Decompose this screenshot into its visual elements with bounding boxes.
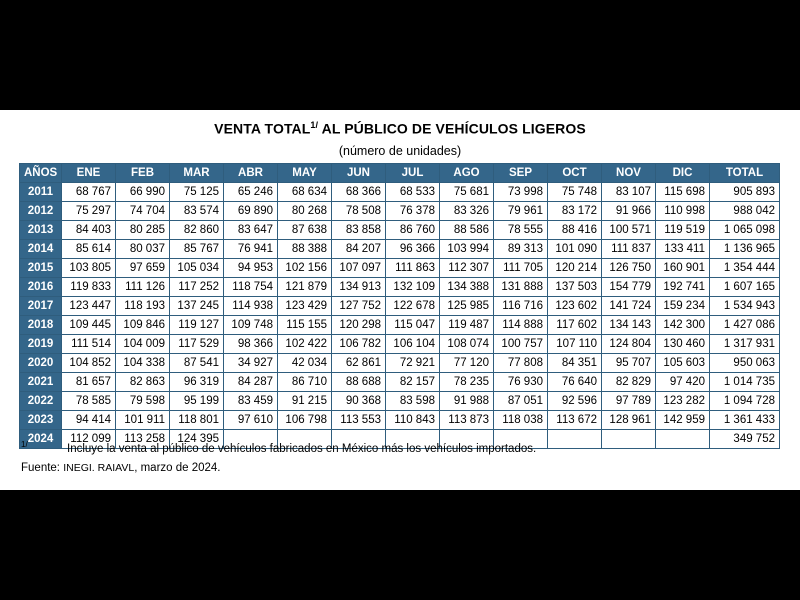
value-cell: 116 716 <box>494 297 548 316</box>
table-row <box>20 411 780 430</box>
value-cell: 115 155 <box>278 316 332 335</box>
column-header: ENE <box>62 164 116 183</box>
value-cell: 1 361 433 <box>710 411 780 430</box>
value-cell: 106 782 <box>332 335 386 354</box>
value-cell: 1 094 728 <box>710 392 780 411</box>
value-cell: 119 833 <box>62 278 116 297</box>
value-cell: 112 099 <box>62 430 116 449</box>
value-cell: 111 705 <box>494 259 548 278</box>
value-cell: 123 447 <box>62 297 116 316</box>
value-cell: 113 258 <box>116 430 170 449</box>
column-header: TOTAL <box>710 164 780 183</box>
value-cell: 75 681 <box>440 183 494 202</box>
value-cell: 119 487 <box>440 316 494 335</box>
table-row <box>20 392 780 411</box>
value-cell: 87 638 <box>278 221 332 240</box>
value-cell: 160 901 <box>656 259 710 278</box>
value-cell: 119 519 <box>656 221 710 240</box>
value-cell: 102 156 <box>278 259 332 278</box>
value-cell: 78 585 <box>62 392 116 411</box>
value-cell: 80 285 <box>116 221 170 240</box>
value-cell: 115 698 <box>656 183 710 202</box>
value-cell: 104 009 <box>116 335 170 354</box>
value-cell: 76 930 <box>494 373 548 392</box>
source-date: , marzo de 2024. <box>134 462 221 474</box>
value-cell: 103 994 <box>440 240 494 259</box>
value-cell: 88 688 <box>332 373 386 392</box>
value-cell: 111 837 <box>602 240 656 259</box>
footnote-mark: 1/ <box>21 440 28 449</box>
column-header: JUN <box>332 164 386 183</box>
value-cell: 127 752 <box>332 297 386 316</box>
value-cell: 81 657 <box>62 373 116 392</box>
table-row <box>20 183 780 202</box>
value-cell: 123 429 <box>278 297 332 316</box>
value-cell: 118 193 <box>116 297 170 316</box>
value-cell: 1 354 444 <box>710 259 780 278</box>
value-cell: 92 596 <box>548 392 602 411</box>
value-cell: 69 890 <box>224 202 278 221</box>
value-cell: 104 852 <box>62 354 116 373</box>
value-cell: 154 779 <box>602 278 656 297</box>
value-cell: 65 246 <box>224 183 278 202</box>
value-cell: 87 051 <box>494 392 548 411</box>
value-cell: 68 533 <box>386 183 440 202</box>
value-cell: 83 172 <box>548 202 602 221</box>
value-cell: 83 574 <box>170 202 224 221</box>
value-cell: 1 065 098 <box>710 221 780 240</box>
table-row <box>20 335 780 354</box>
column-header: AGO <box>440 164 494 183</box>
sales-table <box>19 163 780 449</box>
value-cell <box>548 430 602 449</box>
value-cell: 134 388 <box>440 278 494 297</box>
value-cell: 137 503 <box>548 278 602 297</box>
value-cell: 68 366 <box>332 183 386 202</box>
value-cell: 128 961 <box>602 411 656 430</box>
year-cell: 2019 <box>20 335 62 354</box>
value-cell: 1 317 931 <box>710 335 780 354</box>
value-cell: 118 754 <box>224 278 278 297</box>
value-cell: 109 846 <box>116 316 170 335</box>
value-cell: 66 990 <box>116 183 170 202</box>
source-org: INEGI. RAIAVL <box>63 462 135 474</box>
column-header: MAR <box>170 164 224 183</box>
value-cell: 97 610 <box>224 411 278 430</box>
year-cell: 2023 <box>20 411 62 430</box>
year-cell: 2024 <box>20 430 62 449</box>
value-cell: 96 366 <box>386 240 440 259</box>
value-cell: 124 395 <box>170 430 224 449</box>
value-cell: 76 941 <box>224 240 278 259</box>
year-cell: 2021 <box>20 373 62 392</box>
value-cell: 90 368 <box>332 392 386 411</box>
value-cell <box>656 430 710 449</box>
table-row <box>20 373 780 392</box>
value-cell: 131 888 <box>494 278 548 297</box>
value-cell: 121 879 <box>278 278 332 297</box>
value-cell: 74 704 <box>116 202 170 221</box>
value-cell: 126 750 <box>602 259 656 278</box>
source-label: Fuente: <box>21 462 64 474</box>
value-cell: 123 602 <box>548 297 602 316</box>
year-cell: 2017 <box>20 297 62 316</box>
column-header: MAY <box>278 164 332 183</box>
column-header: ABR <box>224 164 278 183</box>
table-row <box>20 221 780 240</box>
value-cell: 100 757 <box>494 335 548 354</box>
table-title <box>0 120 800 137</box>
document-sheet <box>0 110 800 490</box>
value-cell: 96 319 <box>170 373 224 392</box>
value-cell: 68 634 <box>278 183 332 202</box>
value-cell: 83 459 <box>224 392 278 411</box>
value-cell: 77 120 <box>440 354 494 373</box>
year-cell: 2020 <box>20 354 62 373</box>
value-cell: 117 252 <box>170 278 224 297</box>
value-cell: 88 388 <box>278 240 332 259</box>
value-cell: 97 420 <box>656 373 710 392</box>
column-header: OCT <box>548 164 602 183</box>
value-cell: 349 752 <box>710 430 780 449</box>
value-cell: 95 707 <box>602 354 656 373</box>
value-cell: 117 602 <box>548 316 602 335</box>
value-cell: 75 125 <box>170 183 224 202</box>
year-cell: 2011 <box>20 183 62 202</box>
value-cell: 950 063 <box>710 354 780 373</box>
value-cell: 80 037 <box>116 240 170 259</box>
value-cell: 1 427 086 <box>710 316 780 335</box>
value-cell: 905 893 <box>710 183 780 202</box>
table-row <box>20 278 780 297</box>
value-cell: 134 143 <box>602 316 656 335</box>
value-cell: 988 042 <box>710 202 780 221</box>
value-cell: 34 927 <box>224 354 278 373</box>
value-cell: 83 107 <box>602 183 656 202</box>
value-cell: 114 888 <box>494 316 548 335</box>
year-cell: 2012 <box>20 202 62 221</box>
value-cell: 113 873 <box>440 411 494 430</box>
value-cell: 89 313 <box>494 240 548 259</box>
value-cell: 102 422 <box>278 335 332 354</box>
table-row <box>20 202 780 221</box>
value-cell: 134 913 <box>332 278 386 297</box>
value-cell: 104 338 <box>116 354 170 373</box>
value-cell: 106 104 <box>386 335 440 354</box>
title-footnote-mark: 1/ <box>310 120 319 130</box>
value-cell: 111 863 <box>386 259 440 278</box>
value-cell: 132 109 <box>386 278 440 297</box>
value-cell: 86 710 <box>278 373 332 392</box>
value-cell: 120 298 <box>332 316 386 335</box>
value-cell: 142 959 <box>656 411 710 430</box>
value-cell: 72 921 <box>386 354 440 373</box>
value-cell: 107 097 <box>332 259 386 278</box>
value-cell: 106 798 <box>278 411 332 430</box>
footnote-text: Incluye la venta al público de vehículos fabricados en México más los vehículos importados. <box>67 443 537 455</box>
value-cell: 84 351 <box>548 354 602 373</box>
value-cell: 88 416 <box>548 221 602 240</box>
value-cell: 91 988 <box>440 392 494 411</box>
value-cell: 142 300 <box>656 316 710 335</box>
value-cell: 83 647 <box>224 221 278 240</box>
year-cell: 2016 <box>20 278 62 297</box>
value-cell: 82 860 <box>170 221 224 240</box>
value-cell: 42 034 <box>278 354 332 373</box>
column-header: JUL <box>386 164 440 183</box>
title-rest: AL PÚBLICO DE VEHÍCULOS LIGEROS <box>318 120 586 137</box>
value-cell: 97 789 <box>602 392 656 411</box>
column-header: FEB <box>116 164 170 183</box>
value-cell: 122 678 <box>386 297 440 316</box>
year-cell: 2013 <box>20 221 62 240</box>
column-header: DIC <box>656 164 710 183</box>
table-body <box>20 183 780 449</box>
value-cell: 100 571 <box>602 221 656 240</box>
value-cell: 112 307 <box>440 259 494 278</box>
value-cell: 1 014 735 <box>710 373 780 392</box>
value-cell: 80 268 <box>278 202 332 221</box>
value-cell: 98 366 <box>224 335 278 354</box>
table-subtitle: (número de unidades) <box>338 144 462 158</box>
year-cell: 2022 <box>20 392 62 411</box>
value-cell: 78 555 <box>494 221 548 240</box>
value-cell: 1 136 965 <box>710 240 780 259</box>
value-cell: 141 724 <box>602 297 656 316</box>
value-cell: 101 090 <box>548 240 602 259</box>
value-cell: 109 445 <box>62 316 116 335</box>
value-cell: 75 748 <box>548 183 602 202</box>
table-row <box>20 297 780 316</box>
value-cell: 73 998 <box>494 183 548 202</box>
value-cell: 75 297 <box>62 202 116 221</box>
value-cell: 137 245 <box>170 297 224 316</box>
value-cell: 85 614 <box>62 240 116 259</box>
table-row <box>20 316 780 335</box>
table-row <box>20 240 780 259</box>
value-cell: 107 110 <box>548 335 602 354</box>
value-cell: 68 767 <box>62 183 116 202</box>
title-main: VENTA TOTAL <box>214 120 311 137</box>
value-cell: 130 460 <box>656 335 710 354</box>
value-cell: 159 234 <box>656 297 710 316</box>
value-cell: 82 829 <box>602 373 656 392</box>
table-row <box>20 259 780 278</box>
value-cell: 192 741 <box>656 278 710 297</box>
value-cell: 119 127 <box>170 316 224 335</box>
value-cell: 118 801 <box>170 411 224 430</box>
value-cell: 109 748 <box>224 316 278 335</box>
value-cell: 94 953 <box>224 259 278 278</box>
value-cell: 78 508 <box>332 202 386 221</box>
value-cell: 105 034 <box>170 259 224 278</box>
value-cell: 110 998 <box>656 202 710 221</box>
header-row <box>20 164 780 183</box>
value-cell: 1 607 165 <box>710 278 780 297</box>
value-cell: 82 863 <box>116 373 170 392</box>
value-cell: 124 804 <box>602 335 656 354</box>
value-cell <box>602 430 656 449</box>
value-cell: 86 760 <box>386 221 440 240</box>
value-cell: 84 207 <box>332 240 386 259</box>
value-cell: 76 640 <box>548 373 602 392</box>
value-cell: 113 672 <box>548 411 602 430</box>
value-cell: 91 215 <box>278 392 332 411</box>
value-cell: 97 659 <box>116 259 170 278</box>
value-cell: 118 038 <box>494 411 548 430</box>
value-cell: 84 403 <box>62 221 116 240</box>
value-cell: 1 534 943 <box>710 297 780 316</box>
value-cell: 123 282 <box>656 392 710 411</box>
value-cell: 115 047 <box>386 316 440 335</box>
value-cell: 82 157 <box>386 373 440 392</box>
value-cell: 83 598 <box>386 392 440 411</box>
value-cell: 87 541 <box>170 354 224 373</box>
value-cell: 105 603 <box>656 354 710 373</box>
value-cell: 117 529 <box>170 335 224 354</box>
value-cell: 103 805 <box>62 259 116 278</box>
value-cell: 108 074 <box>440 335 494 354</box>
value-cell: 111 514 <box>62 335 116 354</box>
value-cell: 85 767 <box>170 240 224 259</box>
value-cell: 77 808 <box>494 354 548 373</box>
value-cell: 120 214 <box>548 259 602 278</box>
value-cell: 83 858 <box>332 221 386 240</box>
column-header: AÑOS <box>20 164 62 183</box>
value-cell: 84 287 <box>224 373 278 392</box>
value-cell: 83 326 <box>440 202 494 221</box>
year-cell: 2015 <box>20 259 62 278</box>
value-cell: 78 235 <box>440 373 494 392</box>
value-cell: 110 843 <box>386 411 440 430</box>
source-note <box>21 462 221 474</box>
value-cell: 133 411 <box>656 240 710 259</box>
value-cell: 113 553 <box>332 411 386 430</box>
value-cell: 114 938 <box>224 297 278 316</box>
value-cell: 62 861 <box>332 354 386 373</box>
value-cell: 111 126 <box>116 278 170 297</box>
value-cell: 79 598 <box>116 392 170 411</box>
column-header: SEP <box>494 164 548 183</box>
value-cell: 91 966 <box>602 202 656 221</box>
value-cell: 125 985 <box>440 297 494 316</box>
table-row <box>20 354 780 373</box>
value-cell: 94 414 <box>62 411 116 430</box>
value-cell: 101 911 <box>116 411 170 430</box>
value-cell: 88 586 <box>440 221 494 240</box>
value-cell: 79 961 <box>494 202 548 221</box>
value-cell: 95 199 <box>170 392 224 411</box>
column-header: NOV <box>602 164 656 183</box>
year-cell: 2014 <box>20 240 62 259</box>
value-cell: 76 378 <box>386 202 440 221</box>
year-cell: 2018 <box>20 316 62 335</box>
